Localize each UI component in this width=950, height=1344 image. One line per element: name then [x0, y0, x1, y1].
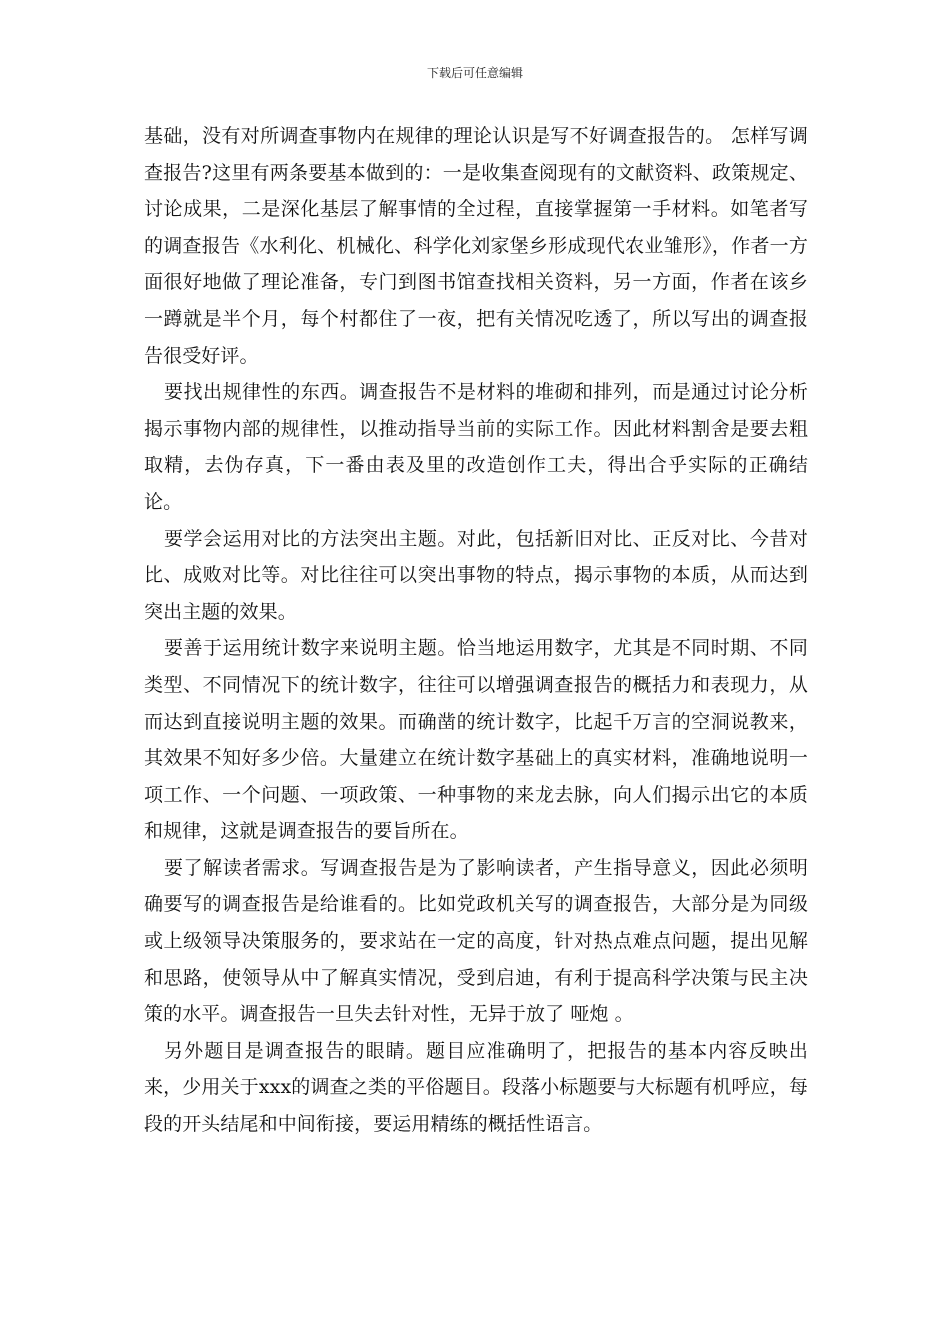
paragraph-2: 要找出规律性的东西。调查报告不是材料的堆砌和排列，而是通过讨论分析揭示事物内部的规律性，以推动指导当前的实际工作。因此材料割舍是要去粗取精，去伪存真，下一番由表及里的改造创作工夫，得出合乎实际的正确结论。 [144, 381, 808, 513]
document-body [144, 118, 808, 1143]
paragraph-1: 基础，没有对所调查事物内在规律的理论认识是写不好调查报告的。 怎样写调查报告?这里有两条要基本做到的：一是收集查阅现有的文献资料、政策规定、讨论成果，二是深化基层了解事情的全过程，直接掌握第一手材料。如笔者写的调查报告《水利化、机械化、科学化刘家堡乡形成现代农业雏形》，作者一方面很好地做了理论准备，专门到图书馆查找相关资料，另一方面，作者在该乡一蹲就是半个月，每个村都住了一夜，把有关情况吃透了，所以写出的调查报告很受好评。 [144, 125, 808, 367]
paragraph-3: 要学会运用对比的方法突出主题。对此，包括新旧对比、正反对比、今昔对比、成败对比等。对比往往可以突出事物的特点，揭示事物的本质，从而达到突出主题的效果。 [144, 527, 808, 623]
paragraph-4: 要善于运用统计数字来说明主题。恰当地运用数字，尤其是不同时期、不同类型、不同情况下的统计数字，往往可以增强调查报告的概括力和表现力，从而达到直接说明主题的效果。而确凿的统计数字，比起千万言的空洞说教来，其效果不知好多少倍。大量建立在统计数字基础上的真实材料，准确地说明一项工作、一个问题、一项政策、一种事物的来龙去脉，向人们揭示出它的本质和规律，这就是调查报告的要旨所在。 [144, 637, 808, 843]
page-header: 下载后可任意编辑 [426, 66, 523, 80]
paragraph-5: 要了解读者需求。写调查报告是为了影响读者，产生指导意义，因此必须明确要写的调查报告是给谁看的。比如党政机关写的调查报告，大部分是为同级或上级领导决策服务的，要求站在一定的高度，针对热点难点问题，提出见解和思路，使领导从中了解真实情况，受到启迪，有利于提高科学决策与民主决策的水平。调查报告一旦失去针对性，无异于放了 哑炮 。 [144, 856, 808, 1026]
paragraph-6: 另外题目是调查报告的眼睛。题目应准确明了，把报告的基本内容反映出来，少用关于xxx的调查之类的平俗题目。段落小标题要与大标题有机呼应，每段的开头结尾和中间衔接，要运用精练的概括性语言。 [144, 1039, 808, 1136]
